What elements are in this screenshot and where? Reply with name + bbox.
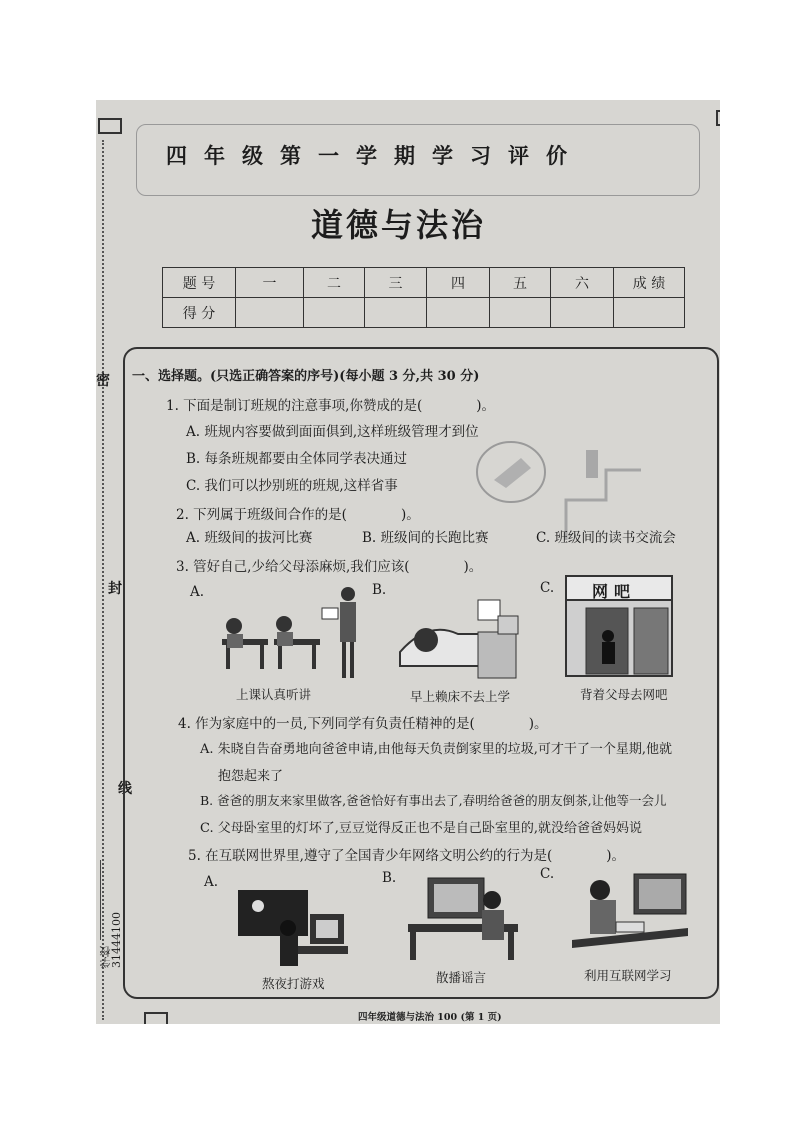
section-heading: 一、选择题。(只选正确答案的序号)(每小题 3 分,共 30 分) <box>132 369 480 384</box>
score-cell: 三 <box>365 268 427 298</box>
school-code: 31444100 <box>110 912 123 968</box>
q5-caption-b: 散播谣言 <box>436 970 487 985</box>
q3-letter-b[interactable]: B. <box>372 582 387 598</box>
score-cell: 一 <box>236 268 304 298</box>
q3-caption-c: 背着父母去网吧 <box>580 687 668 702</box>
q2-option-c[interactable]: C. 班级间的读书交流会 <box>536 530 676 546</box>
q1-option-b[interactable]: B. 每条班规都要由全体同学表决通过 <box>186 451 408 467</box>
q1-stem: 1. 下面是制订班规的注意事项,你赞成的是( )。 <box>166 398 495 414</box>
score-table <box>162 267 685 328</box>
subject-title: 道德与法治 <box>311 206 487 244</box>
exam-sheet <box>96 100 720 1024</box>
q5-caption-a: 熬夜打游戏 <box>262 976 325 991</box>
score-blank[interactable] <box>236 298 304 328</box>
q1-option-c[interactable]: C. 我们可以抄别班的班规,这样省事 <box>186 478 398 494</box>
q3-caption-a: 上课认真听讲 <box>236 687 312 702</box>
score-blank[interactable] <box>490 298 551 328</box>
q2-stem: 2. 下列属于班级间合作的是( )。 <box>176 507 420 523</box>
q5-letter-a[interactable]: A. <box>204 874 219 890</box>
q4-stem: 4. 作为家庭中的一员,下列同学有负责任精神的是( )。 <box>178 716 548 732</box>
q1-option-a[interactable]: A. 班规内容要做到面面俱到,这样班级管理才到位 <box>186 424 479 440</box>
seal-char-mi: 密 <box>96 373 110 389</box>
seal-char-xian: 线 <box>118 781 132 797</box>
q3-stem: 3. 管好自己,少给父母添麻烦,我们应该( )。 <box>176 559 483 575</box>
q5-caption-c: 利用互联网学习 <box>584 968 672 983</box>
q5-letter-c[interactable]: C. <box>540 866 555 882</box>
corner-mark-bottom <box>144 1012 168 1024</box>
score-blank[interactable] <box>551 298 614 328</box>
score-table-score-row <box>163 298 685 328</box>
gaming-at-night-illustration <box>236 888 350 968</box>
score-table-header-row <box>163 268 685 298</box>
score-cell: 二 <box>304 268 365 298</box>
q5-stem: 5. 在互联网世界里,遵守了全国青少年网络文明公约的行为是( )。 <box>188 848 625 864</box>
corner-mark-left <box>98 118 122 134</box>
internet-cafe-sign: 网吧 <box>592 582 637 601</box>
q2-option-b[interactable]: B. 班级间的长跑比赛 <box>362 530 489 546</box>
q4-option-a-cont: 抱怨起来了 <box>218 769 284 784</box>
binding-dotted-line <box>102 140 104 1020</box>
score-cell: 六 <box>551 268 614 298</box>
spreading-rumors-illustration <box>404 872 530 964</box>
q3-caption-b: 早上赖床不去上学 <box>410 689 511 704</box>
q5-letter-b[interactable]: B. <box>382 870 397 886</box>
classroom-illustration <box>214 584 374 684</box>
q4-option-c[interactable]: C. 父母卧室里的灯坏了,豆豆觉得反正也不是自己卧室里的,就没给爸爸妈妈说 <box>200 821 643 836</box>
q4-option-a[interactable]: A. 朱晓自告奋勇地向爸爸申请,由他每天负责倒家里的垃圾,可才干了一个星期,他就 <box>200 742 673 757</box>
bed-illustration <box>398 592 528 686</box>
score-cell: 四 <box>427 268 490 298</box>
learning-online-illustration <box>566 870 692 966</box>
corner-mark-right <box>716 110 720 126</box>
score-blank[interactable] <box>614 298 685 328</box>
exam-title: 四年级第一学期学习评价 <box>166 143 584 168</box>
score-cell: 题 号 <box>163 268 236 298</box>
score-blank[interactable] <box>365 298 427 328</box>
q3-letter-a[interactable]: A. <box>190 584 205 600</box>
score-blank[interactable] <box>304 298 365 328</box>
school-blank-line <box>100 860 101 940</box>
score-cell: 成 绩 <box>614 268 685 298</box>
score-cell: 五 <box>490 268 551 298</box>
q3-letter-c[interactable]: C. <box>540 580 555 596</box>
score-blank[interactable] <box>427 298 490 328</box>
q4-option-b[interactable]: B. 爸爸的朋友来家里做客,爸爸恰好有事出去了,春明给爸爸的朋友倒茶,让他等一会儿 <box>200 793 667 808</box>
page-footer: 四年级道德与法治 100 (第 1 页) <box>358 1012 502 1023</box>
q2-option-a[interactable]: A. 班级间的拔河比赛 <box>186 530 313 546</box>
school-label: 学校 <box>99 946 112 968</box>
seal-char-feng: 封 <box>108 581 122 597</box>
score-cell: 得 分 <box>163 298 236 328</box>
